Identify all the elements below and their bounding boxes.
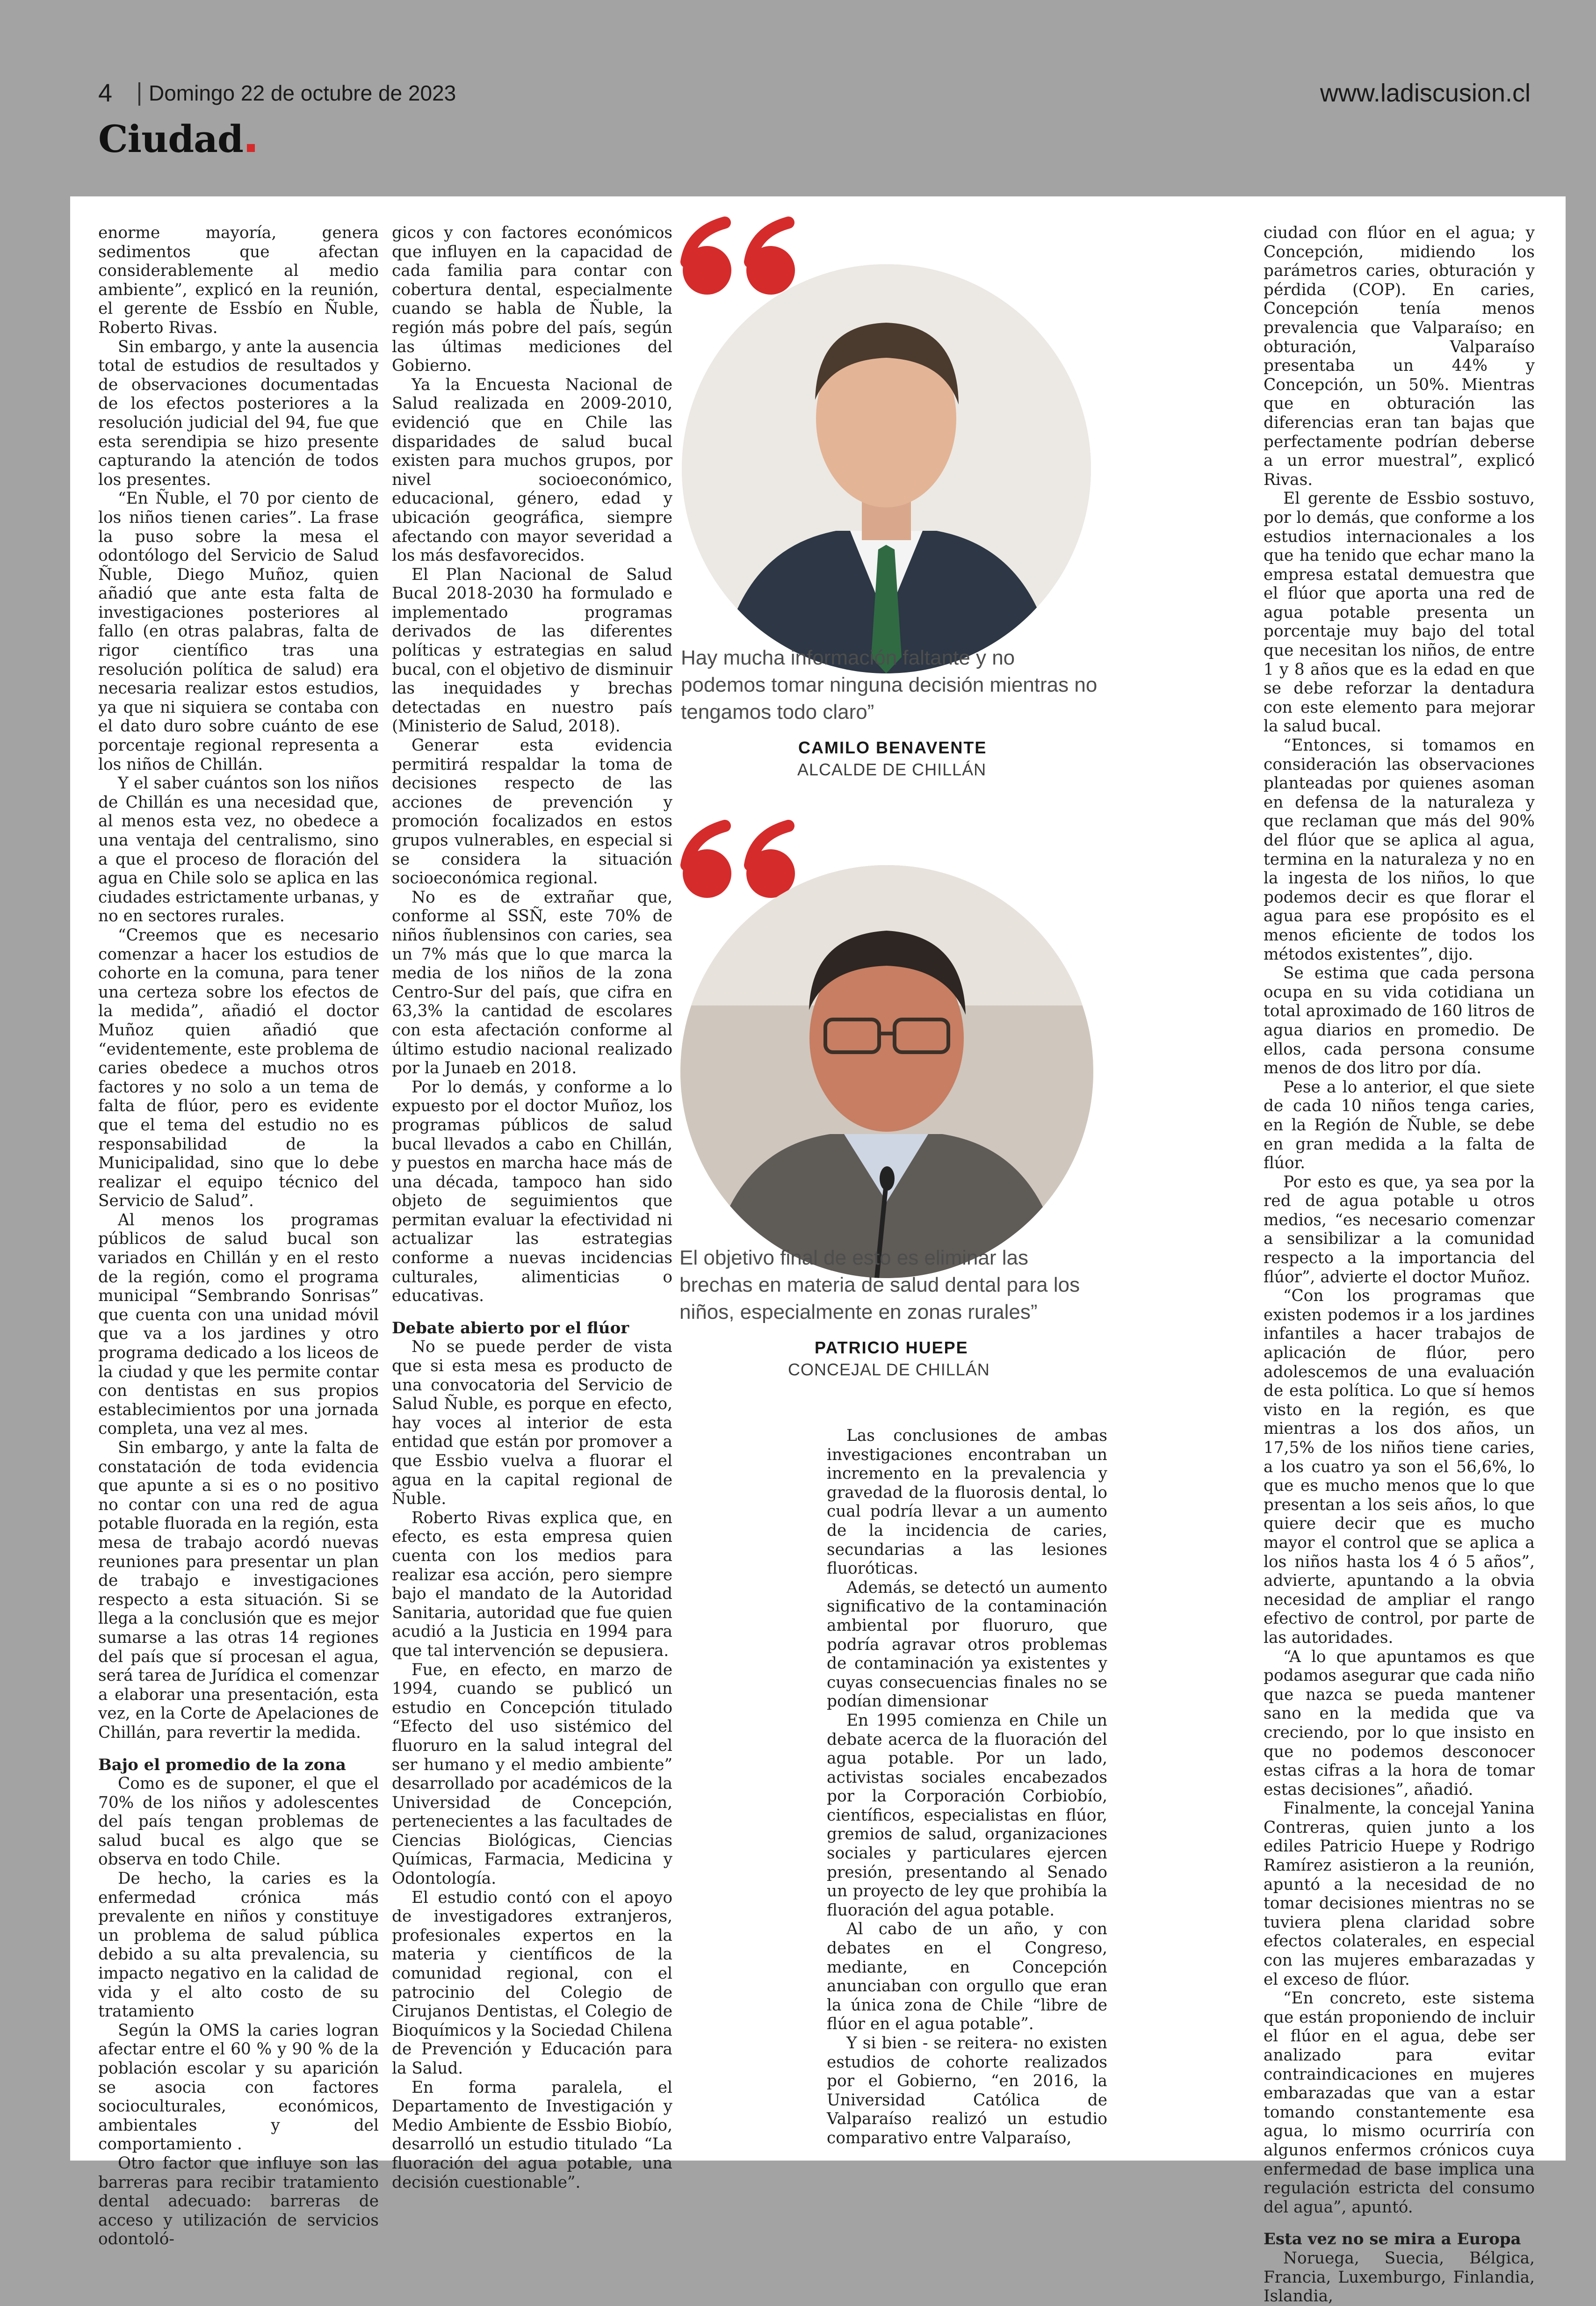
page-header — [0, 0, 1596, 196]
header-divider — [138, 82, 140, 106]
paragraph: “Entonces, si tomamos en consideración las observaciones planteadas por quienes asoman en defensa de la naturaleza y que reclaman que más del 90% del flúor que se aplica al agua, termina en la naturaleza y no en la ingesta de los niños, lo que podemos decir es que florar el agua para ese propósito es el menos eficiente de todos los métodos existentes”, dijo. — [1264, 736, 1535, 964]
paragraph: Como es de suponer, el que el 70% de los niños y adolescentes del país tengan problemas de salud bucal es algo que se observa en todo Chile. — [98, 1774, 379, 1869]
paragraph: Pese a lo anterior, el que siete de cada 10 niños tenga caries, en la Región de Ñuble, se debe en gran medida a la falta de flúor. — [1264, 1077, 1535, 1173]
paragraph: Roberto Rivas explica que, en efecto, es esta empresa quien cuenta con los medios para realizar esa acción, pero siempre bajo el mandato de la Autoridad Sanitaria, autoridad que fue quien acudió a la Justicia en 1994 para que tal intervención se depusiera. — [392, 1508, 672, 1660]
paragraph: Además, se detectó un aumento significativo de la contaminación ambiental por fluoruro, que podría agravar otros problemas de contaminación ya existentes y cuyas consecuencias finales no se podían dimensionar — [827, 1578, 1107, 1711]
paragraph: Otro factor que influye son las barreras para recibir tratamiento dental adecuado: barreras de acceso y utilización de servicios odontoló- — [98, 2154, 379, 2249]
paragraph: Ya la Encuesta Nacional de Salud realizada en 2009-2010, evidenció que en Chile las disparidades de salud bucal existen para muchos grupos, por nivel socioeconómico, educacional, género, edad y ubicación geográfica, siempre afectando con mayor severidad a los más desfavorecidos. — [392, 375, 672, 565]
quote-mark-icon — [678, 215, 809, 297]
paragraph: Las conclusiones de ambas investigaciones encontraban un incremento en la prevalencia y gravedad de la fluorosis dental, lo cual podría llevar a un aumento de la incidencia de caries, secundarias a las lesiones fluoróticas. — [827, 1426, 1107, 1578]
quote-author-role: CONCEJAL DE CHILLÁN — [788, 1360, 990, 1379]
paragraph: Al menos los programas públicos de salud bucal son variados en Chillán y en el resto de la región, como el programa municipal “Sembrando Sonrisas” que cuenta con una unidad móvil que va a los jardines y otro programa dedicado a los liceos de la ciudad y que les permite contar con dentistas en sus propios establecimientos por una jornada completa, una vez al mes. — [98, 1210, 379, 1439]
paragraph: “Creemos que es necesario comenzar a hacer los estudios de cohorte en la comuna, para tener una certeza sobre los efectos de la medida”, añadió el doctor Muñoz quien añadió que “evidentemente, este problema de caries obedece a muchos otros factores y no solo a un tema de falta de flúor, pero es evidente que el tema del estudio no es responsabilidad de la Municipalidad, sino que lo debe realizar el equipo técnico del Servicio de Salud”. — [98, 925, 379, 1211]
edition-date: Domingo 22 de octubre de 2023 — [149, 81, 456, 105]
portrait-patricio-huepe — [680, 865, 1093, 1278]
paragraph: Noruega, Suecia, Bélgica, Francia, Luxemburgo, Finlandia, Islandia, — [1264, 2248, 1535, 2306]
article-column-3 — [827, 1426, 1107, 2148]
section-title — [98, 117, 255, 161]
paragraph: Sin embargo, y ante la falta de constatación de toda evidencia que apunte a si es o no positivo no contar con una red de agua potable fluorada en la región, esta mesa de trabajo acordó nuevas reuniones para presentar un plan de trabajo e investigaciones respecto a esta situación. Si se llega a la conclusión que es mejor sumarse a las otras 14 regiones del país que sí procesan el agua, será tarea de Jurídica el comenzar a elaborar una presentación, esta vez, en la Corte de Apelaciones de Chillán, para revertir la medida. — [98, 1439, 379, 1742]
paragraph: Por lo demás, y conforme a lo expuesto por el doctor Muñoz, los programas públicos de salud bucal llevados a cabo en Chillán, y puestos en marcha hace más de una década, tampoco han sido objeto de seguimientos que permitan evaluar la efectividad ni actualizar las estrategias conforme a nuevas incidencias culturales, alimenticias o educativas. — [392, 1077, 672, 1306]
paragraph: Se estima que cada persona ocupa en su vida cotidiana un total aproximado de 160 litros de agua diarios en promedio. De ellos, cada persona consume menos de dos litro por día. — [1264, 964, 1535, 1078]
site-url[interactable]: www.ladiscusion.cl — [1320, 79, 1531, 107]
article-column-2 — [392, 224, 672, 2192]
paragraph: “En Ñuble, el 70 por ciento de los niños tienen caries”. La frase la puso sobre la mesa el odontólogo del Servicio de Salud Ñuble, Diego Muñoz, quien añadió que ante esta falta de investigaciones posteriores al fallo (en otras palabras, falta de rigor científico tras una resolución política de salud) era necesaria realizar estos estudios, ya que ni siquiera se contaba con el dato duro sobre cuánto de ese porcentaje regional representa a los niños de Chillán. — [98, 489, 379, 774]
paragraph: No es de extrañar que, conforme al SSÑ, este 70% de niños ñublensinos con caries, sea un 7% más que lo que marca la media de los niños de la zona Centro-Sur del país, que cifra en 63,3% la cantidad de escolares con esta afectación conforme al último estudio nacional realizado por la Junaeb en 2018. — [392, 888, 672, 1078]
quote-author-role: ALCALDE DE CHILLÁN — [797, 760, 987, 779]
paragraph: “Con los programas que existen podemos ir a los jardines infantiles a hacer trabajos de aplicación de flúor, pero adolescemos de una evaluación de esta política. Lo que sí hemos visto en la región, es que mientras a los dos años, un 17,5% de los niños tiene caries, a los cuatro ya son el 56,6%, lo que es mucho menos que lo que presentan a los seis años, lo que quiere decir que es mucho mayor el control que se aplica a los niños hasta los 4 ó 5 años”, advierte, apuntando a la obvia necesidad de ampliar el rango efectivo de control, por parte de las autoridades. — [1264, 1287, 1535, 1647]
quote-mark-icon — [678, 818, 809, 900]
paragraph: “A lo que apuntamos es que podamos asegurar que cada niño que nazca se pueda mantener sano en la medida que va creciendo, por lo que insisto en que no podemos desconocer estas cifras a la hora de tomar estas decisiones”, añadió. — [1264, 1647, 1535, 1799]
quote-author-name: PATRICIO HUEPE — [815, 1338, 968, 1357]
subheading: Debate abierto por el flúor — [392, 1318, 629, 1337]
paragraph: El gerente de Essbio sostuvo, por lo demás, que conforme a los estudios internacionales a los que ha tenido que echar mano la empresa estatal demuestra que el flúor que aporta una red de agua potable presenta un porcentaje muy bajo del total que necesitan los niños, de entre 1 y 8 años que es la edad en que se debe reforzar la dentadura con este elemento para mejorar la salud bucal. — [1264, 489, 1535, 736]
quote-author-name: CAMILO BENAVENTE — [798, 738, 987, 757]
section-accent-dot — [247, 144, 255, 152]
paragraph: Fue, en efecto, en marzo de 1994, cuando se publicó un estudio en Concepción titulado “Efecto del uso sistémico del fluoruro en la salud integral del ser humano y el medio ambiente” desarrollado por académicos de la Universidad de Concepción, pertenecientes a las facultades de Ciencias Biológicas, Ciencias Químicas, Farmacia, Medicina y Odontología. — [392, 1660, 672, 1888]
paragraph: Y el saber cuántos son los niños de Chillán es una necesidad que, al menos esta vez, no obedece a una ventaja del centralismo, sino a que el proceso de floración del agua en Chile solo se aplica en las ciudades estrictamente urbanas, y no en sectores rurales. — [98, 774, 379, 926]
paragraph: Según la OMS la caries logran afectar entre el 60 % y 90 % de la población escolar y su aparición se asocia con factores socioculturales, económicos, ambientales y del comportamiento . — [98, 2021, 379, 2154]
article-column-1 — [98, 224, 379, 2249]
paragraph: Sin embargo, y ante la ausencia total de estudios de resultados y de observaciones documentadas de los efectos posteriores a la resolución judicial del 94, fue que esta serendipia se hizo presente capturando la atención de todos los presentes. — [98, 337, 379, 489]
portrait-illustration-icon — [682, 264, 1091, 673]
article-page — [70, 196, 1566, 2306]
paragraph: “En concreto, este sistema que están proponiendo de incluir el flúor en el agua, debe ser analizado para evitar contraindicaciones en mujeres embarazadas que van a estar tomando constantemente esa agua, lo mismo ocurriría con algunos enfermos crónicos cuya enfermedad de base implica una regulación estricta del consumo del agua”, apuntó. — [1264, 1989, 1535, 2217]
section-title-text: Ciudad — [98, 117, 243, 161]
paragraph: Y si bien - se reitera- no existen estudios de cohorte realizados por el Gobierno, “en 2016, la Universidad Católica de Valparaíso realizó un estudio comparativo entre Valparaíso, — [827, 2034, 1107, 2147]
pull-quote-text: Hay mucha información faltante y no podemos tomar ninguna decisión mientras no tengamos todo claro” — [681, 646, 1098, 723]
paragraph: En forma paralela, el Departamento de Investigación y Medio Ambiente de Essbio Biobío, desarrolló un estudio titulado “La fluoración del agua potable, una decisión cuestionable”. — [392, 2078, 672, 2192]
paragraph: enorme mayoría, genera sedimentos que afectan considerablemente al medio ambiente”, explicó en la reunión, el gerente de Essbío en Ñuble, Roberto Rivas. — [98, 224, 379, 337]
paragraph: ciudad con flúor en el agua; y Concepción, midiendo los parámetros caries, obturación y pérdida (COP). En caries, Concepción tenía menos prevalencia que Valparaíso; en obturación, Valparaíso presentaba un 44% y Concepción, un 50%. Mientras que en obturación las diferencias eran tan bajas que perfectamente podrían deberse a un error muestral”, explicó Rivas. — [1264, 224, 1535, 489]
paragraph: Finalmente, la concejal Yanina Contreras, quien junto a los ediles Patricio Huepe y Rodrigo Ramírez asistieron a la reunión, apuntó a la necesidad de no tomar decisiones mientras no se tuviera plena claridad sobre efectos colaterales, en especial con las mujeres embarazadas y el exceso de flúor. — [1264, 1799, 1535, 1989]
paragraph: Generar esta evidencia permitirá respaldar la toma de decisiones respecto de las acciones de prevención y promoción focalizados en estos grupos vulnerables, en especial si se considera la situación socioeconómica regional. — [392, 736, 672, 888]
subheading: Esta vez no se mira a Europa — [1264, 2230, 1521, 2249]
paragraph: El estudio contó con el apoyo de investigadores extranjeros, profesionales expertos en la materia y científicos de la comunidad regional, con el patrocinio del Colegio de Cirujanos Dentistas, el Colegio de Bioquímicos y la Sociedad Chilena de Prevención y Educación para la Salud. — [392, 1888, 672, 2078]
paragraph: Al cabo de un año, y con debates en el Congreso, mediante, en Concepción anunciaban con orgullo que eran la única zona de Chile “libre de flúor en el agua potable”. — [827, 1920, 1107, 2034]
subheading: Bajo el promedio de la zona — [98, 1755, 346, 1774]
page-number: 4 — [98, 79, 113, 107]
paragraph: gicos y con factores económicos que influyen en la capacidad de cada familia para contar con cobertura dental, especialmente cuando se habla de Ñuble, la región más pobre del país, según las últimas mediciones del Gobierno. — [392, 224, 672, 376]
pull-quote-text: El objetivo final de esto es eliminar las brechas en materia de salud dental para los niños, especialmente en zonas rurales” — [679, 1246, 1080, 1323]
portrait-camilo-benavente — [682, 264, 1091, 673]
paragraph: De hecho, la caries es la enfermedad crónica más prevalente en niños y constituye un problema de salud pública debido a su alta prevalencia, su impacto negativo en la calidad de vida y el alto costo de su tratamiento — [98, 1869, 379, 2021]
paragraph: En 1995 comienza en Chile un debate acerca de la fluoración del agua potable. Por un lado, activistas sociales encabezados por la Corporación Corbiobío, científicos, especialistas en flúor, gremios de salud, organizaciones sociales y particulares ejercen presión, presentando al Senado un proyecto de ley que prohibía la fluoración del agua potable. — [827, 1711, 1107, 1920]
article-column-4 — [1264, 224, 1535, 2306]
portrait-illustration-icon — [680, 865, 1093, 1278]
paragraph: Por esto es que, ya sea por la red de agua potable u otros medios, “es necesario comenzar a sensibilizar a la comunidad respecto a la importancia del flúor”, advierte el doctor Muñoz. — [1264, 1172, 1535, 1287]
paragraph: El Plan Nacional de Salud Bucal 2018-2030 ha formulado e implementado programas derivados de las diferentes políticas y estrategias en salud bucal, con el objetivo de disminuir las inequidades y brechas detectadas en nuestro país (Ministerio de Salud, 2018). — [392, 565, 672, 736]
paragraph: No se puede perder de vista que si esta mesa es producto de una convocatoria del Servicio de Salud Ñuble, es porque en efecto, hay voces al interior de esta entidad que están por promover a que Essbio vuelva a fluorar el agua en la capital regional de Ñuble. — [392, 1337, 672, 1509]
